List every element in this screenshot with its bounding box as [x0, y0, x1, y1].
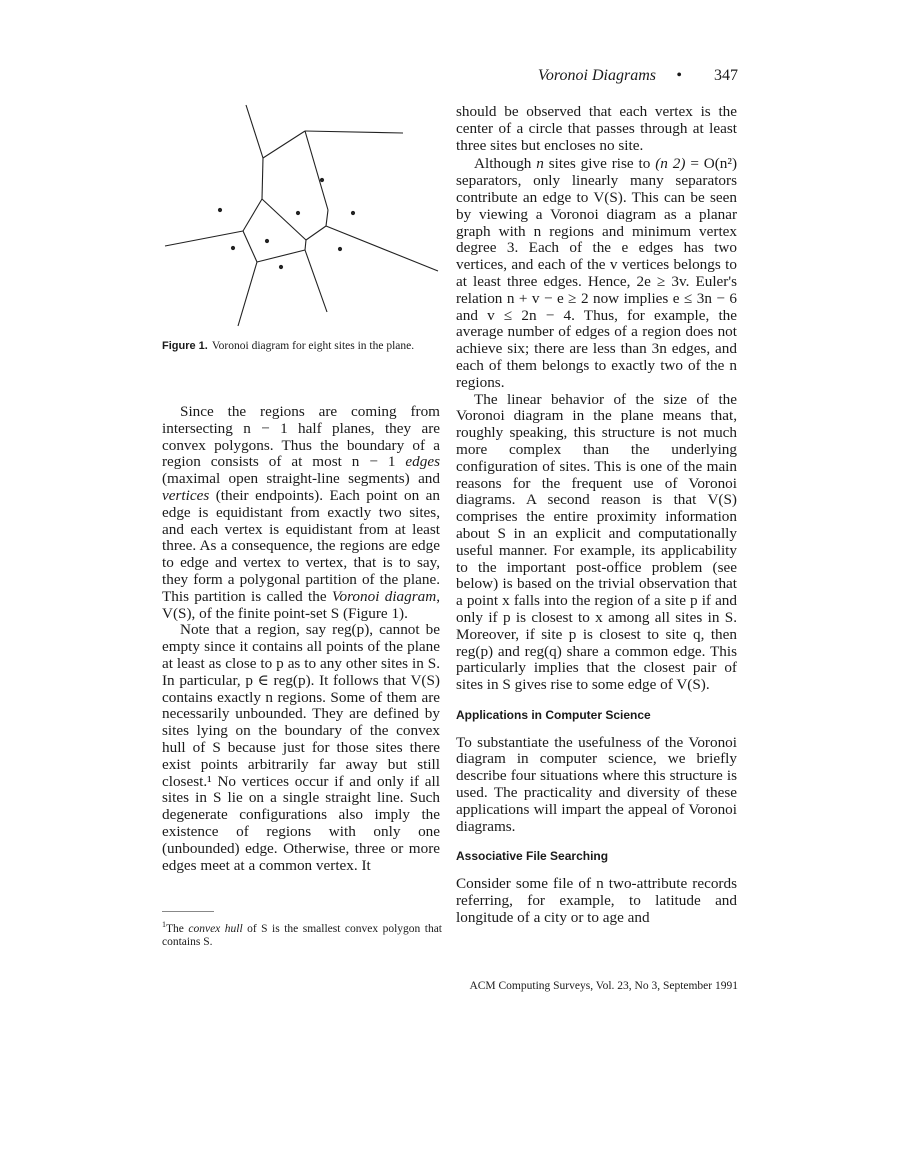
paragraph: should be observed that each vertex is the center of a circle that passes through at least three sites but encloses no site.	[456, 103, 737, 154]
voronoi-edges	[165, 105, 438, 326]
footnote-mark: 1	[162, 920, 166, 929]
footnote	[162, 918, 442, 950]
section-heading: Applications in Computer Science	[456, 707, 651, 722]
paragraph: Note that a region, say reg(p), cannot be empty since it contains all points of the plane at least as close to p as to any other sites in S. In particular, p ∈ reg(p). It follows that V(S) contains exactly n regions. Some of them are necessarily unbounded. They are defined by sites lying on the boundary of the convex hull of S because just for those sites there exist points arbitrarily far away but still closest.¹ No vertices occur if and only if all sites in S lie on a single straight line. Such degenerate configurations also imply the existence of regions with only one (unbounded) edge. Otherwise, three or more edges meet at a common vertex. It	[162, 621, 440, 874]
voronoi-edge	[246, 105, 263, 158]
site-point	[231, 246, 235, 250]
text-run: Since the regions are coming from intersecting n − 1 half planes, they are convex polygons. Thus the boundary of a region consists of at most n − 1	[162, 403, 440, 471]
footnote-rule	[162, 911, 214, 912]
voronoi-sites	[218, 178, 355, 269]
running-title: Voronoi Diagrams	[537, 67, 656, 84]
site-point	[296, 211, 300, 215]
voronoi-edge	[243, 231, 257, 262]
term: convex hull	[188, 922, 243, 935]
left-column	[162, 404, 440, 874]
voronoi-edge	[326, 226, 438, 271]
voronoi-edge	[326, 210, 328, 226]
site-point	[279, 265, 283, 269]
text-run: The	[166, 922, 189, 935]
header-separator: •	[676, 67, 682, 84]
site-point	[265, 239, 269, 243]
text-run: = O(n²) separators, only linearly many separators contribute an edge to V(S). This can be seen by viewing a Voronoi diagram as a planar graph with n regions and minimum vertex degree 3. Each of the e edges has two vertices, and each of the v vertices belongs to at least three edges. Hence, 2e ≥ 3v. Euler's relation n + v − e ≥ 2 now implies e ≤ 3n − 6 and v ≤ 2n − 4. Thus, for example, the average number of edges of a region does not achieve six; there are less than 3n edges, and each of them belongs to exactly two of the n regions.	[456, 155, 737, 391]
voronoi-edge	[306, 226, 326, 240]
site-point	[338, 247, 342, 251]
paragraph	[162, 404, 440, 622]
text-run: (maximal open straight-line segments) and	[162, 470, 440, 488]
site-point	[218, 208, 222, 212]
figure-caption	[162, 339, 442, 353]
paragraph	[456, 156, 737, 391]
voronoi-edge	[263, 131, 305, 158]
term: vertices	[162, 486, 210, 504]
term: edges	[405, 453, 440, 471]
journal-footer: ACM Computing Surveys, Vol. 23, No 3, September 1991	[469, 980, 738, 992]
site-point	[320, 178, 324, 182]
voronoi-edge	[262, 199, 306, 240]
voronoi-edge	[305, 250, 327, 312]
paragraph: Consider some file of n two-attribute records referring, for example, to latitude and longitude of a city or to age and	[456, 875, 737, 926]
voronoi-edge	[305, 131, 328, 210]
text-run: of S is the smallest convex polygon that contains S.	[162, 922, 442, 949]
binomial: (n 2)	[655, 155, 686, 173]
voronoi-edge	[257, 250, 305, 262]
text-run: (their endpoints). Each point on an edge is equidistant from exactly two sites, and each vertex is equidistant from at least three. As a consequence, the regions are edge to edge and vertex to vertex, that is to say, they form a polygonal partition of the plane. This partition is called the	[162, 486, 440, 605]
right-column	[456, 104, 737, 927]
page-number: 347	[714, 67, 738, 84]
voronoi-edge	[262, 158, 263, 199]
term: Voronoi diagram	[331, 587, 437, 605]
voronoi-edge	[305, 240, 306, 250]
voronoi-edge	[305, 131, 403, 133]
figure-label: Figure 1.	[162, 340, 208, 352]
math-var: n	[536, 155, 544, 173]
text-run: , V(S), of the finite point-set S (Figure 1).	[162, 587, 440, 622]
paragraph: To substantiate the usefulness of the Voronoi diagram in computer science, we briefly describe four situations where this structure is used. The practicality and diversity of these applications will impart the appeal of Voronoi diagrams.	[456, 733, 737, 835]
figure-caption-text: Voronoi diagram for eight sites in the plane.	[211, 340, 415, 352]
paragraph: The linear behavior of the size of the Voronoi diagram in the plane means that, roughly speaking, this structure is not much more complex than the underlying configuration of sites. This is one of the main reasons for the frequent use of Voronoi diagrams. A second reason is that V(S) comprises the entire proximity information about S in an explicit and computationally useful manner. For example, its applicability to the important post-office problem (see below) is based on the trivial observation that a point x falls into the region of a site p if and only if p is closest to x among all sites in S. Moreover, if site p is closest to site q, then reg(p) and reg(q) share a common edge. This particularly implies that the closest pair of sites in S gives rise to some edge of V(S).	[456, 390, 737, 694]
voronoi-edge	[165, 231, 243, 246]
voronoi-figure	[160, 100, 450, 335]
voronoi-edge	[238, 262, 257, 326]
text-run: sites give rise to	[543, 155, 656, 173]
running-header	[430, 67, 748, 91]
voronoi-edge	[243, 199, 262, 231]
site-point	[351, 211, 355, 215]
text-run: Although	[474, 155, 537, 173]
section-heading: Associative File Searching	[456, 849, 609, 864]
